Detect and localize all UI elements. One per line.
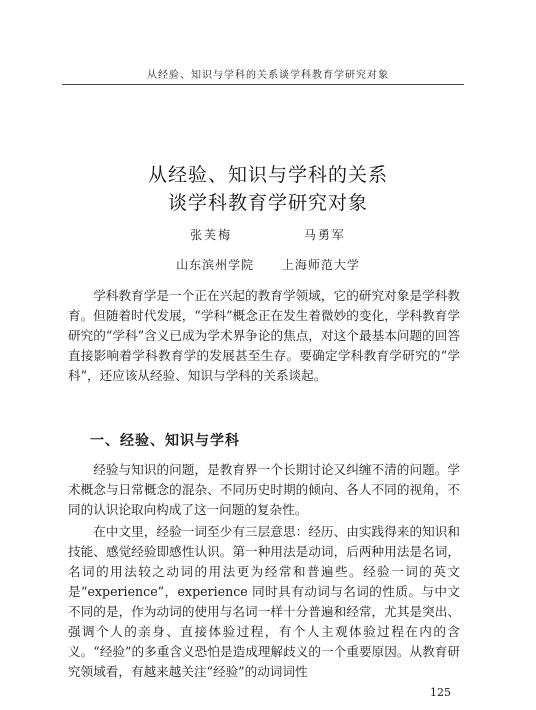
running-header: 从经验、知识与学科的关系谈学科教育学研究对象 [147,70,389,81]
authors [0,226,536,243]
body-paragraph: 在中文里，经验一词至少有三层意思：经历、由实践得来的知识和技能、感觉经验即感性认识。第一种用法是动词，后两种用法是名词，名词的用法较之动词的用法更为经常和普遍些。经验一词的英文是“experience”，experience 同时具有动词与名词的性质。与中文不同的是，作为动词的使用与名词一样十分普遍和经常，尤其是突出、强调个人的亲身、直接体验过程，有个人主观体验过程在内的含义。“经验”的多重含义恐怕是造成理解歧义的一个重要原因。从教育研究领域看，有越来越关注“经验”的动词词性 [68,524,460,679]
affiliation-2: 上海师范大学 [281,258,360,272]
header-rule [62,84,464,85]
affiliation-1: 山东滨州学院 [176,258,255,272]
abstract: 学科教育学是一个正在兴起的教育学领域，它的研究对象是学科教育。但随着时代发展，“学科”概念正在发生着微妙的变化，学科教育学研究的“学科”含义已成为学术界争论的焦点，对这个最基本问题的回答直接影响着学科教育学的发展甚至生存。要确定学科教育学研究的“学科”，还应该从经验、知识与学科的关系谈起。 [68,288,460,383]
author-2: 马勇军 [303,228,346,242]
page-number: 125 [430,686,451,699]
title-line-1: 从经验、知识与学科的关系 [147,164,388,186]
author-1: 张芙梅 [190,228,233,242]
title-line-2: 谈学科教育学研究对象 [167,192,368,214]
affiliations [0,256,536,273]
section-heading: 一、经验、知识与学科 [90,433,240,449]
body-paragraph: 经验与知识的问题，是教育界一个长期讨论又纠缠不清的问题。学术概念与日常概念的混杂、不同历史时期的倾向、各人不同的视角，不同的认识论取向构成了这一问题的复杂性。 [68,462,460,517]
